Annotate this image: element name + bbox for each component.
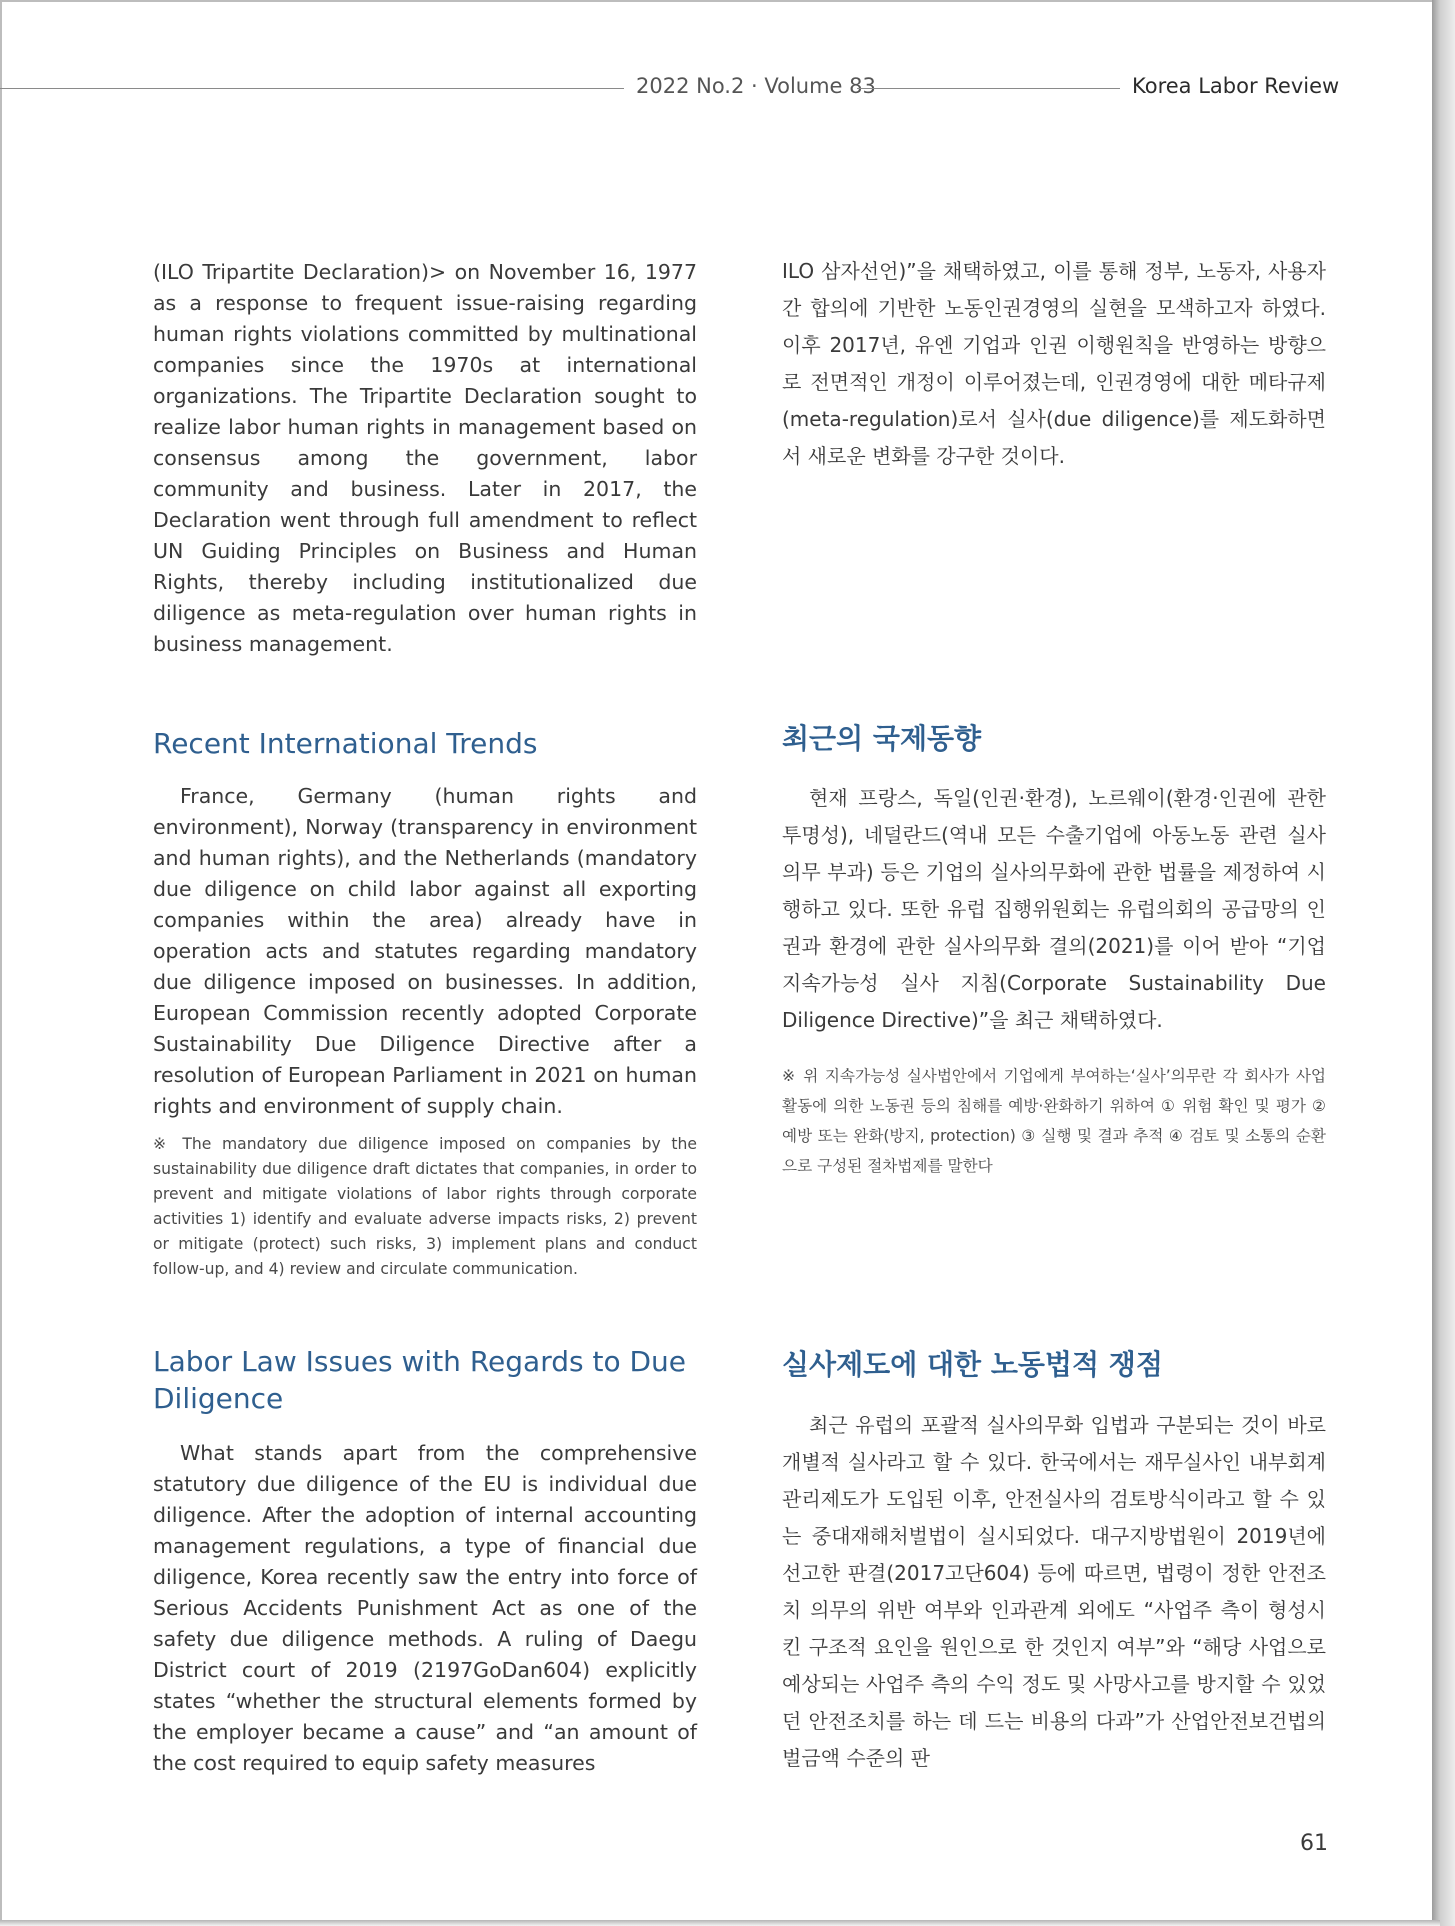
english-labor-heading: Labor Law Issues with Regards to Due Diligence [153,1345,687,1415]
korean-intro-paragraph: ILO 삼자선언)”을 채택하였고, 이를 통해 정부, 노동자, 사용자 간 합의에 기반한 노동인권경영의 실현을 모색하고자 하였다. 이후 2017년, 유엔 기업과 인권 이행원칙을 반영하는 방향으로 전면적인 개정이 이루어졌는데, 인권경영에 대한 메타규제(meta-regulation)로서 실사(due diligence)를 제도화하면서 새로운 변화를 강구한 것이다. [782,259,1326,468]
korean-trends-section [782,720,1326,1181]
korean-intro-block [782,253,1326,475]
korean-trends-paragraph: 현재 프랑스, 독일(인권·환경), 노르웨이(환경·인권에 관한 투명성), 네덜란드(역내 모든 수출기업에 아동노동 관련 실사 의무 부과) 등은 기업의 실사의무화에 관한 법률을 제정하여 시행하고 있다. 또한 유럽 집행위원회는 유럽의회의 공급망의 인권과 환경에 관한 실사의무화 결의(2021)를 이어 받아 “기업 지속가능성 실사 지침(Corporate Sustainability Due Diligence Directive)”을 최근 채택하였다. [782,786,1326,1032]
english-intro-paragraph: (ILO Tripartite Declaration)> on November 16, 1977 as a response to frequent issue-raising regarding human rights violations committed by multinational companies since the 1970s at international organizations. The Tripartite Declaration sought to realize labor human rights in management based on consensus among the government, labor community and business. Later in 2017, the Declaration went through full amendment to reflect UN Guiding Principles on Business and Human Rights, thereby including institutionalized due diligence as meta-regulation over human rights in business management. [153,260,697,656]
journal-title: Korea Labor Review [1132,74,1340,98]
english-labor-paragraph: What stands apart from the comprehensive statutory due diligence of the EU is individual due diligence. After the adoption of internal accounting management regulations, a type of financial due diligence, Korea recently saw the entry into force of Serious Accidents Punishment Act as one of the safety due diligence methods. A ruling of Daegu District court of 2019 (2197GoDan604) explicitly states “whether the structural elements formed by the employer became a cause” and “an amount of the cost required to equip safety measures [153,1441,697,1775]
page-bottom-shadow [0,1920,1440,1926]
korean-trends-heading: 최근의 국제동향 [782,722,982,755]
english-intro-block [153,257,697,660]
korean-labor-paragraph: 최근 유럽의 포괄적 실사의무화 입법과 구분되는 것이 바로 개별적 실사라고 할 수 있다. 한국에서는 재무실사인 내부회계관리제도가 도입된 이후, 안전실사의 검토방식이라고 할 수 있는 중대재해처벌법이 실시되었다. 대구지방법원이 2019년에 선고한 판결(2017고단604) 등에 따르면, 법령이 정한 안전조치 의무의 위반 여부와 인과관계 외에도 “사업주 측이 형성시킨 구조적 요인을 원인으로 한 것인지 여부”와 “해당 사업으로 예상되는 사업주 측의 수익 정도 및 사망사고를 방지할 수 있었던 안전조치를 하는 데 드는 비용의 다과”가 산업안전보건법의 벌금액 수준의 판 [782,1413,1326,1770]
issue-label: 2022 No.2 · Volume 83 [636,74,876,98]
header-rule-right [857,88,1120,89]
page-edge-shadow [1432,0,1455,1926]
english-trends-note: ※ The mandatory due diligence imposed on companies by the sustainability due diligence draft dictates that companies, in order to prevent and mitigate violations of labor rights through corporate activities 1) identify and evaluate adverse impacts risks, 2) prevent or mitigate (protect) such risks, 3) implement plans and conduct follow-up, and 4) review and circulate communication. [153,1135,697,1278]
korean-labor-section [782,1346,1326,1777]
korean-trends-note: ※ 위 지속가능성 실사법안에서 기업에게 부여하는‘실사’의무란 각 회사가 사업활동에 의한 노동권 등의 침해를 예방·완화하기 위하여 ① 위험 확인 및 평가 ② 예방 또는 완화(방지, protection) ③ 실행 및 결과 추적 ④ 검토 및 소통의 순환으로 구성된 절차법제를 말한다 [782,1067,1326,1175]
english-trends-section [153,725,697,1282]
header-rule-left [0,88,624,89]
english-trends-paragraph: France, Germany (human rights and environment), Norway (transparency in environment and human rights), and the Netherlands (mandatory due diligence on child labor against all exporting companies within the area) already have in operation acts and statutes regarding mandatory due diligence imposed on businesses. In addition, European Commission recently adopted Corporate Sustainability Due Diligence Directive after a resolution of European Parliament in 2021 on human rights and environment of supply chain. [153,784,697,1118]
page-number: 61 [1300,1831,1328,1856]
english-labor-section [153,1343,697,1779]
english-trends-heading: Recent International Trends [153,727,538,760]
korean-labor-heading: 실사제도에 대한 노동법적 쟁점 [782,1348,1163,1381]
